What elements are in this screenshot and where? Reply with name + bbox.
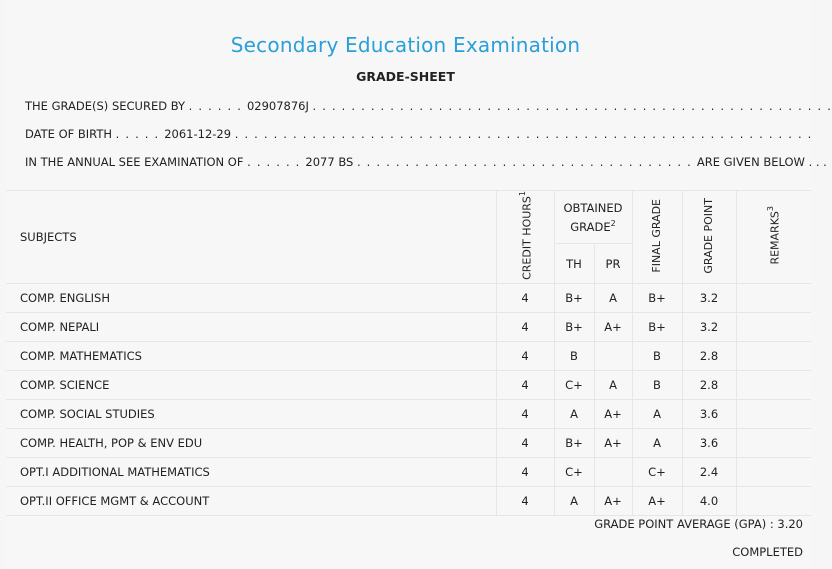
secured-by-label: THE GRADE(S) SECURED BY bbox=[25, 99, 186, 113]
final-cell: B bbox=[632, 370, 682, 399]
exam-line: IN THE ANNUAL SEE EXAMINATION OF . . . . . . 2077 BS . . . . . . . . . . . . . . . . . . . . . . . . . . . . . . . . . . . ARE GIVEN BELOW . . . bbox=[25, 155, 827, 169]
remarks-cell bbox=[736, 370, 811, 399]
remarks-cell bbox=[736, 486, 811, 515]
subject-cell: COMP. ENGLISH bbox=[6, 283, 496, 312]
pr-cell: A+ bbox=[594, 312, 632, 341]
gp-cell: 2.8 bbox=[682, 370, 736, 399]
final-cell: C+ bbox=[632, 457, 682, 486]
subject-cell: COMP. HEALTH, POP & ENV EDU bbox=[6, 428, 496, 457]
remarks-cell bbox=[736, 399, 811, 428]
table-row bbox=[6, 399, 811, 428]
grade-point-header: GRADE POINT bbox=[682, 191, 736, 284]
obtained-grade-header: OBTAINED GRADE$^2$ bbox=[554, 191, 632, 244]
page-title: Secondary Education Examination bbox=[230, 33, 581, 57]
gp-cell: 2.4 bbox=[682, 457, 736, 486]
credit-hours-header: CREDIT HOURS$^1$ bbox=[496, 191, 554, 284]
gpa-value: 3.20 bbox=[777, 517, 803, 531]
subject-cell: COMP. MATHEMATICS bbox=[6, 341, 496, 370]
credit-cell: 4 bbox=[496, 370, 554, 399]
credit-cell: 4 bbox=[496, 486, 554, 515]
final-grade-header: FINAL GRADE bbox=[632, 191, 682, 284]
th-cell: B bbox=[554, 341, 594, 370]
table-row bbox=[6, 341, 811, 370]
exam-suffix: ARE GIVEN BELOW . . . bbox=[696, 155, 827, 169]
gp-cell: 3.2 bbox=[682, 312, 736, 341]
subject-cell: COMP. SCIENCE bbox=[6, 370, 496, 399]
pr-cell bbox=[594, 341, 632, 370]
credit-cell: 4 bbox=[496, 341, 554, 370]
remarks-header: REMARKS$^3$ bbox=[736, 191, 811, 284]
final-cell: B bbox=[632, 341, 682, 370]
remarks-cell bbox=[736, 283, 811, 312]
gp-cell: 4.0 bbox=[682, 486, 736, 515]
pr-cell: A+ bbox=[594, 399, 632, 428]
th-cell: C+ bbox=[554, 457, 594, 486]
th-cell: C+ bbox=[554, 370, 594, 399]
final-cell: A bbox=[632, 428, 682, 457]
gp-cell: 3.2 bbox=[682, 283, 736, 312]
th-cell: A bbox=[554, 399, 594, 428]
pr-cell: A bbox=[594, 283, 632, 312]
pr-cell bbox=[594, 457, 632, 486]
subject-cell: COMP. NEPALI bbox=[6, 312, 496, 341]
credit-cell: 4 bbox=[496, 399, 554, 428]
final-cell: B+ bbox=[632, 283, 682, 312]
table-row bbox=[6, 312, 811, 341]
th-cell: B+ bbox=[554, 428, 594, 457]
table-row bbox=[6, 457, 811, 486]
exam-label: IN THE ANNUAL SEE EXAMINATION OF bbox=[25, 155, 244, 169]
pr-header: PR bbox=[594, 244, 632, 284]
final-cell: A bbox=[632, 399, 682, 428]
exam-year: 2077 BS bbox=[305, 155, 354, 169]
table-row bbox=[6, 428, 811, 457]
gp-cell: 3.6 bbox=[682, 428, 736, 457]
th-cell: A bbox=[554, 486, 594, 515]
subject-cell: COMP. SOCIAL STUDIES bbox=[6, 399, 496, 428]
dob-line: DATE OF BIRTH . . . . . 2061-12-29 . . . . . . . . . . . . . . . . . . . . . . . . . . . . . . . . . . . . . . . . . . . . . . . . . . . . . . . . . . . . bbox=[25, 127, 813, 141]
credit-cell: 4 bbox=[496, 283, 554, 312]
table-row bbox=[6, 283, 811, 312]
final-cell: B+ bbox=[632, 312, 682, 341]
grades-table bbox=[6, 190, 811, 516]
pr-cell: A+ bbox=[594, 428, 632, 457]
th-cell: B+ bbox=[554, 283, 594, 312]
remarks-cell bbox=[736, 312, 811, 341]
gp-cell: 2.8 bbox=[682, 341, 736, 370]
credit-cell: 4 bbox=[496, 428, 554, 457]
pr-cell: A+ bbox=[594, 486, 632, 515]
sheet-subtitle: GRADE-SHEET bbox=[356, 69, 455, 84]
subjects-header: SUBJECTS bbox=[6, 191, 496, 284]
gpa-summary bbox=[594, 517, 803, 531]
remarks-cell bbox=[736, 457, 811, 486]
table-row bbox=[6, 486, 811, 515]
credit-cell: 4 bbox=[496, 312, 554, 341]
th-header: TH bbox=[554, 244, 594, 284]
subject-cell: OPT.II OFFICE MGMT & ACCOUNT bbox=[6, 486, 496, 515]
table-row bbox=[6, 370, 811, 399]
dob-label: DATE OF BIRTH bbox=[25, 127, 113, 141]
pr-cell: A bbox=[594, 370, 632, 399]
remarks-cell bbox=[736, 428, 811, 457]
final-cell: A+ bbox=[632, 486, 682, 515]
dob-value: 2061-12-29 bbox=[164, 127, 232, 141]
status-text: COMPLETED bbox=[732, 545, 803, 559]
secured-by-line: THE GRADE(S) SECURED BY . . . . . . 02907876J . . . . . . . . . . . . . . . . . . . . . . . . . . . . . . . . . . . . . . . . . . . . . . . . . . . . . . bbox=[25, 99, 832, 113]
symbol-number: 02907876J bbox=[246, 99, 309, 113]
th-cell: B+ bbox=[554, 312, 594, 341]
remarks-cell bbox=[736, 341, 811, 370]
subject-cell: OPT.I ADDITIONAL MATHEMATICS bbox=[6, 457, 496, 486]
gp-cell: 3.6 bbox=[682, 399, 736, 428]
credit-cell: 4 bbox=[496, 457, 554, 486]
gpa-label: GRADE POINT AVERAGE (GPA) : bbox=[594, 517, 774, 531]
